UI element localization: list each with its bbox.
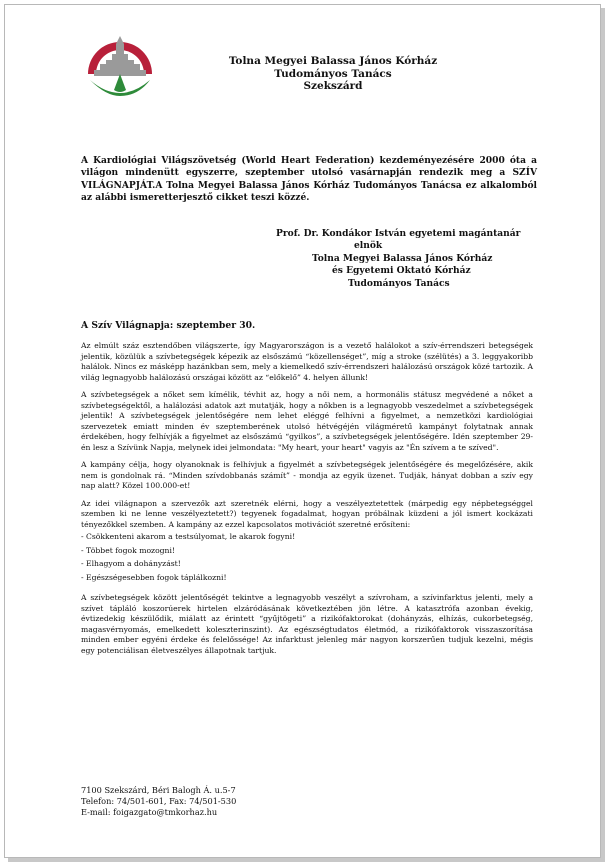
paragraph: A szívbetegségek a nőket sem kímélik, tévhit az, hogy a női nem, a hormonális státusz megvédené a nőket a szívbetegségektől, a halálozási adatok azt mutatják, hogy a nőkben is a legnagyobb veszedelmet a szívbetegségek jelentik! A szívbetegségek jelentőségére nem lehet eléggé felhívni a figyelmet, a nemzetközi kardiológiai szervezetek emiatt minden év szeptemberének utolsó hétvégéjén világméretű kampányt folytatnak annak érdekében, hogy felhívják a figyelmet az elsőszámú “gyilkos”, a szívbetegségek jelentőségére. Idén szeptember 29-én lesz a Szívünk Napja, melynek idei jelmondata: "My heart, your heart" vagyis az "Én szívem a te szíved".	[81, 390, 533, 452]
article-body	[81, 341, 533, 663]
signature-council: Tudományos Tanács	[348, 277, 450, 289]
address: 7100 Szekszárd, Béri Balogh Á. u.5-7	[81, 785, 236, 795]
signature-block	[276, 228, 524, 290]
email: E-mail: foigazgato@tmkorhaz.hu	[81, 807, 218, 818]
signature-name: Prof. Dr. Kondákor István egyetemi magántanár	[276, 228, 521, 239]
signature-role: elnök	[354, 240, 383, 252]
page-shadow-right	[601, 8, 605, 860]
resolution-list	[81, 532, 533, 583]
list-item: - Csökkenteni akarom a testsúlyomat, le akarok fogyni!	[81, 532, 296, 541]
phone-fax: Telefon: 74/501-601, Fax: 74/501-530	[81, 796, 237, 807]
intro-paragraph: A Kardiológiai Világszövetség (World Heart Federation) kezdeményezésére 2000 óta a világon mindenütt egyszerre, szeptember utolsó vasárnapján rendezik meg a SZÍV VILÁGNAPJÁT.A Tolna Megyei Balassa János Kórház Tudományos Tanácsa ez alkalomból az alábbi ismeretterjesztő cikket teszi közzé.	[81, 155, 537, 203]
paragraph: A szívbetegségek között jelentőségét tekintve a legnagyobb veszélyt a szívroham, a szívinfarktus jelenti, mely a szívet tápláló koszorúerek hirtelen elzáródásának következtében jön létre. A katasztrófa azonban évekig, évtizedekig készülődik, miálatt az érintett “gyűjtögeti” a rizikófaktorokat (dohányzás, elhízás, cukorbetegség, magasvérnyomás, emelkedett koleszterinszint). Az egészségtudatos életmód, a rizikófaktorok visszaszorítása minden ember egyéni érdeke és felelőssége! Az infarktust jelenleg már nagyon korszerűen tudjuk kezelni, mégis egy potenciálisan életveszélyes állapotnak tartjuk.	[81, 593, 533, 655]
contact-footer	[81, 785, 341, 819]
org-name: Tolna Megyei Balassa János Kórház	[228, 55, 438, 67]
hospital-logo	[80, 30, 160, 110]
org-city: Szekszárd	[303, 80, 363, 92]
article-title: A Szív Világnapja: szeptember 30.	[81, 320, 256, 331]
page-shadow-bottom	[8, 858, 605, 862]
signature-hospital: Tolna Megyei Balassa János Kórház	[312, 252, 493, 264]
list-item: - Elhagyom a dohányzást!	[81, 559, 181, 568]
organization-header	[200, 55, 466, 93]
signature-institution: és Egyetemi Oktató Kórház	[332, 265, 471, 277]
paragraph: A kampány célja, hogy olyanoknak is felhívjuk a figyelmét a szívbetegségek jelentőségére és megelőzésére, akik nem is gondolnak rá. “Minden szívdobbanás számít” - mondja az egyik üzenet. Tudják, hányat dobban a szív egy nap alatt? Közel 100.000-et!	[81, 460, 533, 490]
list-item: - Egészségesebben fogok táplálkozni!	[81, 572, 227, 582]
org-council: Tudományos Tanács	[274, 67, 392, 80]
list-item: - Többet fogok mozogni!	[81, 545, 175, 555]
paragraph: Az elmúlt száz esztendőben világszerte, így Magyarországon is a vezető halálokot a szív-érrendszeri betegségek jelentik, közülük a szívbetegségek képezik az elsőszámú “közellenséget”, míg a stroke (szélütés) a 3. leggyakoribb halálok. Nincs ez másképp hazánkban sem, mely a kiemelkedő szív-érrendszeri halálozású országok közé tartozik. A világ legnagyobb halálozású országai között az “előkelő” 4. helyen állunk!	[81, 341, 533, 382]
paragraph: Az idei világnapon a szervezők azt szeretnék elérni, hogy a veszélyeztetettek (márpedig egy népbetegséggel szemben ki ne lenne veszélyeztetett?) tegyenek fogadalmat, hogyan próbálnak küzdeni a jól ismert kockázati tényezőkkel szemben. A kampány az ezzel kapcsolatos motivációt szeretné erősíteni:	[81, 498, 533, 529]
